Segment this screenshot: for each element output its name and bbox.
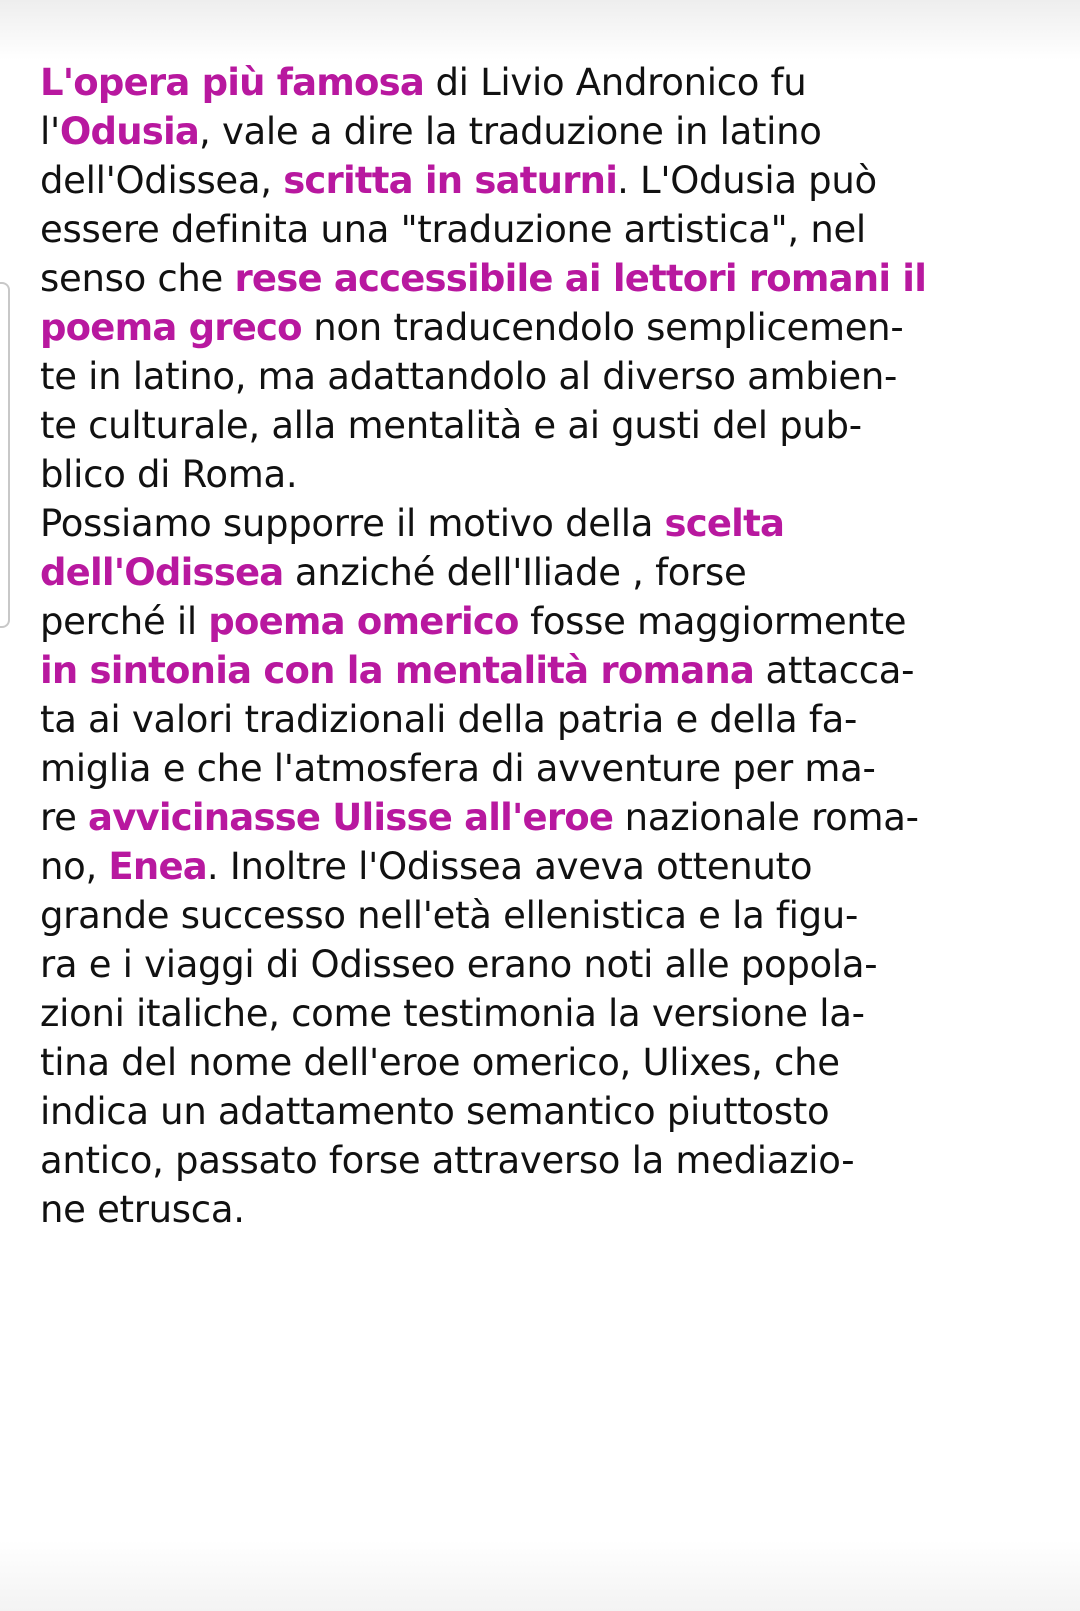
- highlighted-phrase: avvicinasse Ulisse all'eroe: [88, 796, 614, 839]
- text-line: [40, 254, 1060, 303]
- text-line: [40, 646, 1060, 695]
- text-line: [40, 891, 1060, 940]
- text-segment: antico, passato forse attraverso la mediazio-: [40, 1139, 855, 1182]
- text-line: [40, 107, 1060, 156]
- highlighted-phrase: scelta: [664, 502, 785, 545]
- text-segment: Possiamo supporre il motivo della: [40, 502, 665, 545]
- text-line: [40, 401, 1060, 450]
- text-segment: dell'Odissea,: [40, 159, 284, 202]
- text-segment: tina del nome dell'eroe omerico, Ulixes, che: [40, 1041, 840, 1084]
- text-line: [40, 597, 1060, 646]
- text-line: [40, 1136, 1060, 1185]
- text-line: [40, 450, 1060, 499]
- highlighted-phrase: dell'Odissea: [40, 551, 284, 594]
- document-text: [40, 58, 1060, 1234]
- highlighted-phrase: L'opera più famosa: [40, 61, 425, 104]
- text-segment: ne etrusca.: [40, 1188, 245, 1231]
- text-segment: anziché dell'Iliade , forse: [283, 551, 747, 594]
- text-segment: non traducendolo semplicemen-: [301, 306, 904, 349]
- text-segment: te culturale, alla mentalità e ai gusti del pub-: [40, 404, 862, 447]
- text-line: [40, 695, 1060, 744]
- text-segment: , vale a dire la traduzione in latino: [199, 110, 822, 153]
- highlighted-phrase: Enea: [108, 845, 207, 888]
- text-segment: di Livio Andronico fu: [424, 61, 807, 104]
- text-segment: ta ai valori tradizionali della patria e della fa-: [40, 698, 857, 741]
- text-segment: fosse maggiormente: [518, 600, 907, 643]
- text-segment: . L'Odusia può: [617, 159, 877, 202]
- highlighted-phrase: scritta in saturni: [283, 159, 618, 202]
- text-segment: miglia e che l'atmosfera di avventure per ma-: [40, 747, 876, 790]
- text-segment: blico di Roma.: [40, 453, 298, 496]
- text-segment: grande successo nell'età ellenistica e la figu-: [40, 894, 859, 937]
- highlighted-phrase: poema greco: [40, 306, 302, 349]
- text-segment: l': [40, 110, 60, 153]
- edge-panel-handle[interactable]: [0, 282, 10, 628]
- text-line: [40, 58, 1060, 107]
- text-segment: nazionale roma-: [613, 796, 919, 839]
- text-segment: te in latino, ma adattandolo al diverso ambien-: [40, 355, 898, 398]
- text-line: [40, 205, 1060, 254]
- text-line: [40, 940, 1060, 989]
- text-line: [40, 1185, 1060, 1234]
- text-segment: no,: [40, 845, 109, 888]
- text-segment: perché il: [40, 600, 209, 643]
- text-line: [40, 744, 1060, 793]
- text-line: [40, 1038, 1060, 1087]
- highlighted-phrase: rese accessibile ai lettori romani il: [234, 257, 927, 300]
- text-line: [40, 548, 1060, 597]
- highlighted-phrase: Odusia: [59, 110, 200, 153]
- text-segment: . Inoltre l'Odissea aveva ottenuto: [206, 845, 813, 888]
- text-segment: indica un adattamento semantico piuttosto: [40, 1090, 830, 1133]
- text-line: [40, 499, 1060, 548]
- text-segment: senso che: [40, 257, 235, 300]
- text-line: [40, 842, 1060, 891]
- text-line: [40, 352, 1060, 401]
- text-segment: essere definita una "traduzione artistica", nel: [40, 208, 866, 251]
- text-segment: attacca-: [754, 649, 915, 692]
- text-segment: zioni italiche, come testimonia la versione la-: [40, 992, 865, 1035]
- highlighted-phrase: poema omerico: [208, 600, 519, 643]
- text-line: [40, 989, 1060, 1038]
- text-line: [40, 156, 1060, 205]
- text-segment: ra e i viaggi di Odisseo erano noti alle popola-: [40, 943, 878, 986]
- text-line: [40, 303, 1060, 352]
- text-line: [40, 793, 1060, 842]
- highlighted-phrase: in sintonia con la mentalità romana: [40, 649, 755, 692]
- text-segment: re: [40, 796, 89, 839]
- text-line: [40, 1087, 1060, 1136]
